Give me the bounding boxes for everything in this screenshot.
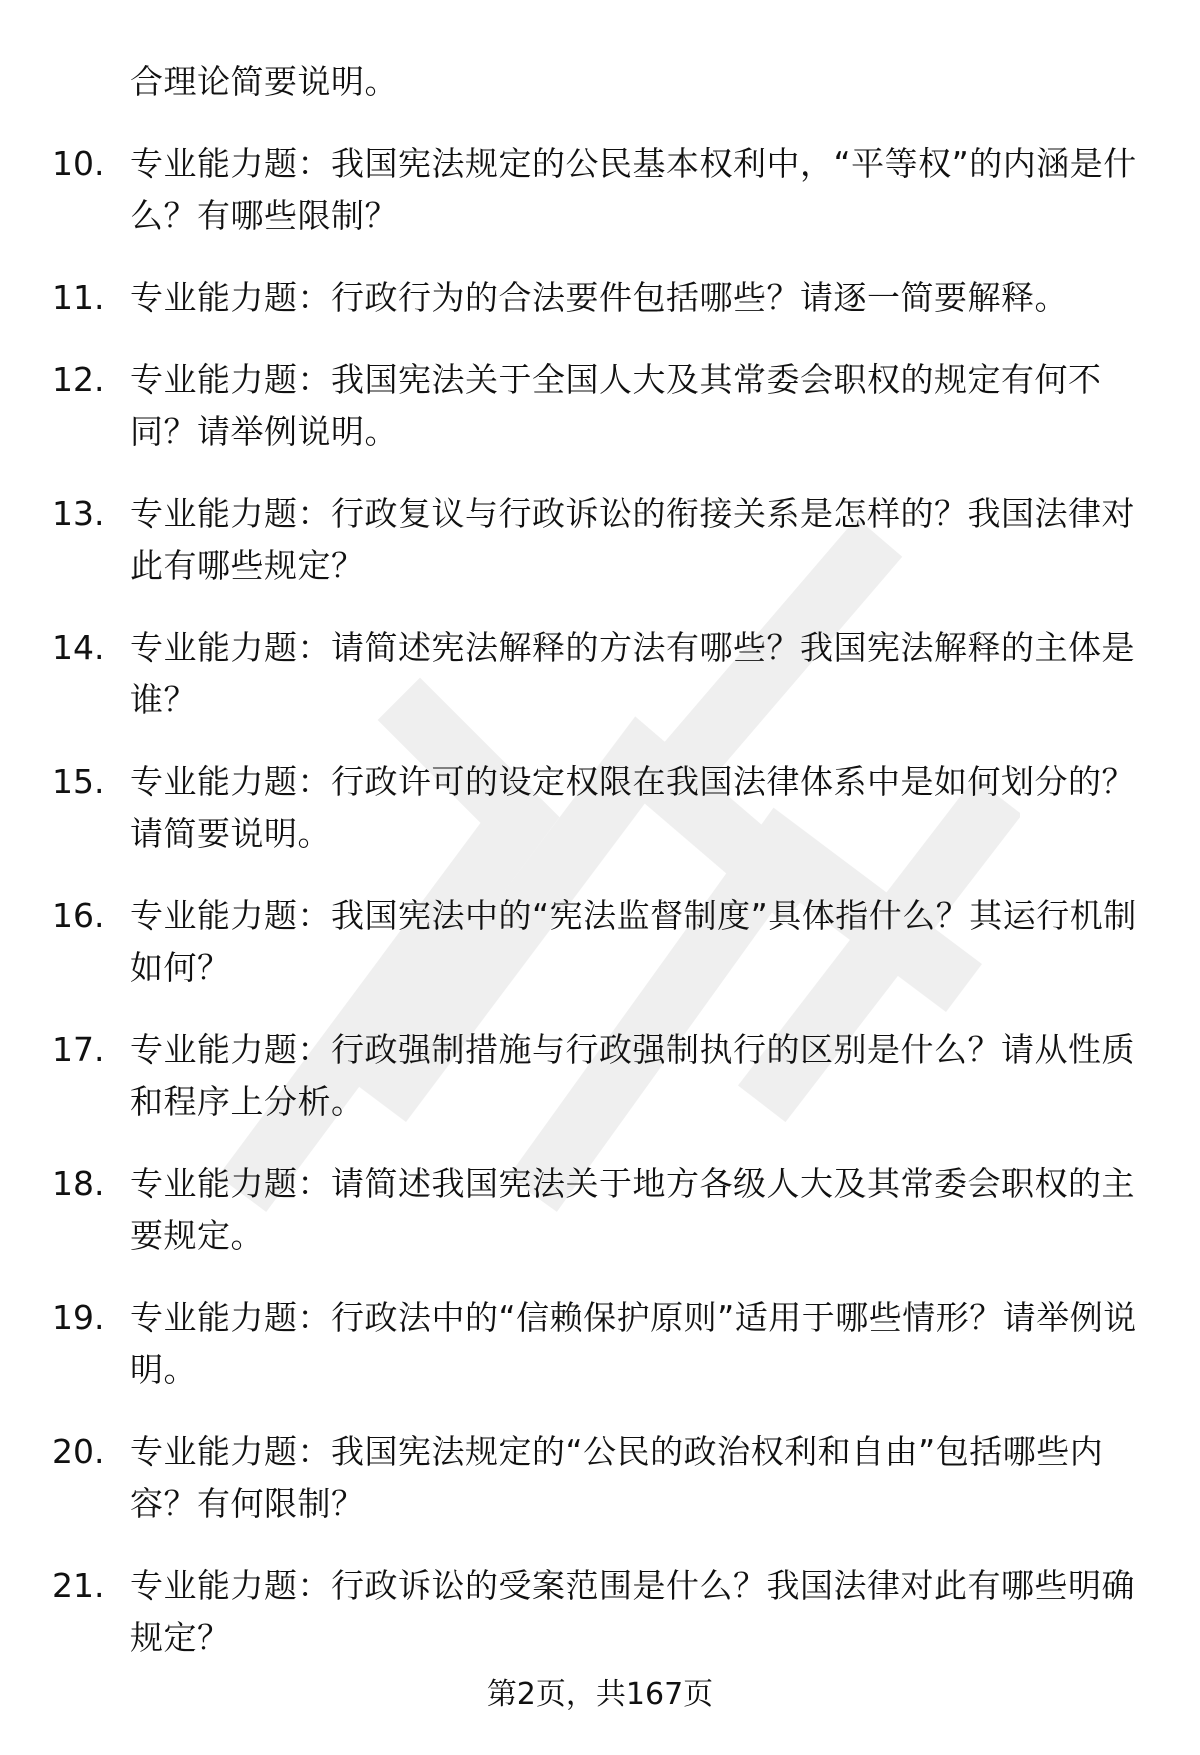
question-text: 专业能力题：行政强制措施与行政强制执行的区别是什么？请从性质和程序上分析。 — [130, 1030, 1135, 1121]
content-area — [52, 56, 1138, 1664]
question-item — [52, 488, 1138, 592]
question-number: 10. — [52, 144, 105, 183]
question-text: 专业能力题：请简述宪法解释的方法有哪些？我国宪法解释的主体是谁？ — [130, 628, 1135, 719]
page-footer: 第2页，共167页 — [486, 1677, 714, 1712]
question-text: 专业能力题：行政许可的设定权限在我国法律体系中是如何划分的？请简要说明。 — [130, 762, 1135, 853]
question-item — [52, 1024, 1138, 1128]
question-item — [52, 1426, 1138, 1530]
question-number: 14. — [52, 628, 105, 667]
question-text: 专业能力题：行政复议与行政诉讼的衔接关系是怎样的？我国法律对此有哪些规定？ — [130, 494, 1135, 585]
question-item — [52, 1560, 1138, 1664]
question-item — [52, 1158, 1138, 1262]
question-number: 15. — [52, 762, 105, 801]
question-text: 专业能力题：我国宪法关于全国人大及其常委会职权的规定有何不同？请举例说明。 — [130, 360, 1102, 451]
question-number: 21. — [52, 1566, 105, 1605]
question-item — [52, 756, 1138, 860]
question-number: 16. — [52, 896, 105, 935]
question-text: 专业能力题：行政法中的“信赖保护原则”适用于哪些情形？请举例说明。 — [130, 1298, 1137, 1389]
question-text: 专业能力题：我国宪法中的“宪法监督制度”具体指什么？其运行机制如何？ — [130, 896, 1137, 987]
question-number: 17. — [52, 1030, 105, 1069]
question-text: 专业能力题：我国宪法规定的“公民的政治权利和自由”包括哪些内容？有何限制？ — [130, 1432, 1104, 1523]
question-text: 专业能力题：行政诉讼的受案范围是什么？我国法律对此有哪些明确规定？ — [130, 1566, 1135, 1657]
question-number: 13. — [52, 494, 105, 533]
question-number: 18. — [52, 1164, 105, 1203]
question-number: 20. — [52, 1432, 105, 1471]
question-item — [52, 1292, 1138, 1396]
continuation-text: 合理论简要说明。 — [130, 62, 398, 101]
question-text: 专业能力题：我国宪法规定的公民基本权利中，“平等权”的内涵是什么？有哪些限制？ — [130, 144, 1137, 235]
question-number: 12. — [52, 360, 105, 399]
question-text: 专业能力题：行政行为的合法要件包括哪些？请逐一简要解释。 — [130, 278, 1068, 317]
question-item — [52, 890, 1138, 994]
question-item — [52, 622, 1138, 726]
question-number: 11. — [52, 278, 105, 317]
question-list — [52, 138, 1138, 1664]
question-number: 19. — [52, 1298, 105, 1337]
question-text: 专业能力题：请简述我国宪法关于地方各级人大及其常委会职权的主要规定。 — [130, 1164, 1135, 1255]
question-item — [52, 354, 1138, 458]
question-item — [52, 138, 1138, 242]
question-item — [52, 272, 1138, 324]
